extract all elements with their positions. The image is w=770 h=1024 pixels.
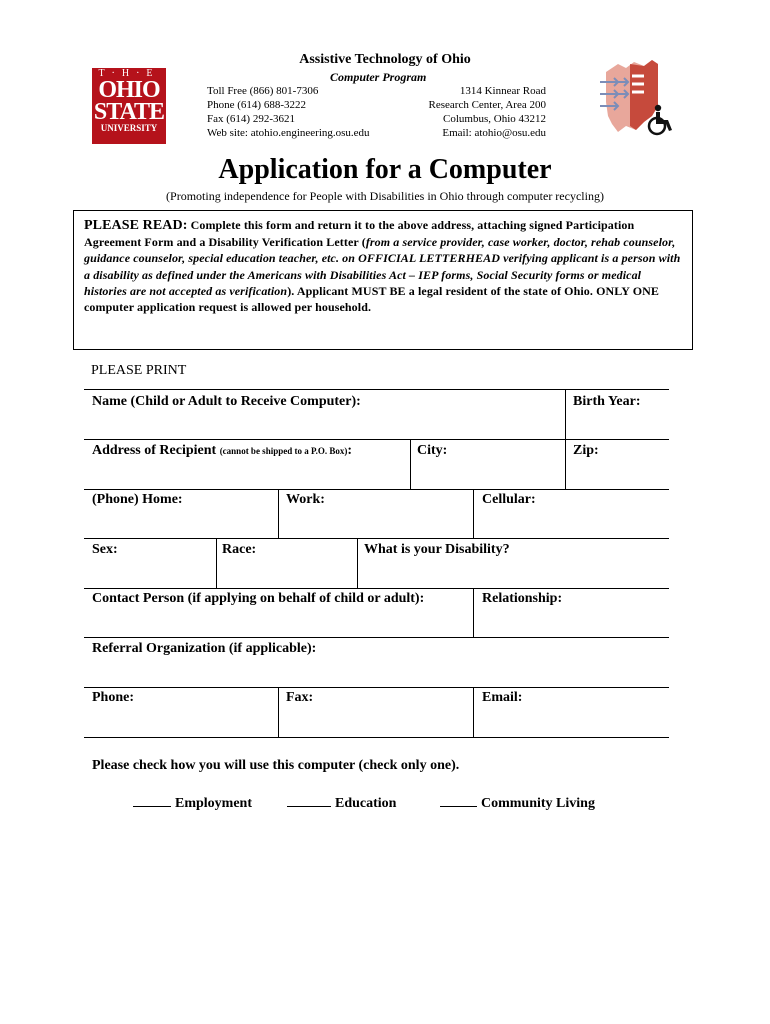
form-rule <box>84 687 669 688</box>
form-divider <box>278 489 279 538</box>
logo-university: UNIVERSITY <box>100 123 158 133</box>
ohio-map-wheelchair-icon <box>596 56 678 138</box>
fax-number: Fax (614) 292-3621 <box>207 113 295 125</box>
race-field[interactable]: Race: <box>222 542 257 557</box>
logo-state: STATE <box>93 99 165 125</box>
option-community-living[interactable] <box>440 793 595 812</box>
notice-text-2: ). Applicant MUST BE a legal resident of the state of Ohio. ONLY ONE computer application request is allowed per household. <box>84 283 660 315</box>
building-address: Research Center, Area 200 <box>428 99 546 111</box>
work-phone-field[interactable]: Work: <box>286 492 325 507</box>
website: Web site: atohio.engineering.osu.edu <box>207 127 370 139</box>
form-divider <box>473 687 474 737</box>
checkbox-blank-community-living[interactable] <box>440 793 477 807</box>
form-rule <box>84 637 669 638</box>
option-employment-label: Employment <box>175 796 252 811</box>
city-address: Columbus, Ohio 43212 <box>443 113 546 125</box>
referral-fax-field[interactable]: Fax: <box>286 690 314 705</box>
checkbox-blank-education[interactable] <box>287 793 331 807</box>
address-label: Address of Recipient <box>92 443 217 458</box>
form-rule <box>84 538 669 539</box>
program-name: Computer Program <box>330 70 427 84</box>
city-field[interactable]: City: <box>417 443 448 458</box>
option-education-label: Education <box>335 796 397 811</box>
email-address: Email: atohio@osu.edu <box>442 127 546 139</box>
referral-phone-field[interactable]: Phone: <box>92 690 134 705</box>
address-colon: : <box>347 443 353 458</box>
form-divider <box>357 538 358 588</box>
usage-question: Please check how you will use this computer (check only one). <box>92 758 460 773</box>
relationship-field[interactable]: Relationship: <box>482 591 563 606</box>
sex-field[interactable]: Sex: <box>92 542 118 557</box>
form-rule <box>84 737 669 738</box>
form-divider <box>473 489 474 538</box>
option-employment[interactable] <box>133 793 252 812</box>
form-divider <box>278 687 279 737</box>
logo-the: T·H·E <box>98 68 160 79</box>
birth-year-field[interactable]: Birth Year: <box>573 394 641 409</box>
phone-number: Phone (614) 688-3222 <box>207 99 306 111</box>
form-divider <box>473 588 474 637</box>
address-note: (cannot be shipped to a P.O. Box) <box>219 446 348 456</box>
form-rule <box>84 489 669 490</box>
form-divider <box>410 439 411 489</box>
osu-logo <box>92 68 166 144</box>
disability-field[interactable]: What is your Disability? <box>364 542 510 557</box>
instructions-notice <box>73 210 693 350</box>
referral-organization-field[interactable]: Referral Organization (if applicable): <box>92 641 317 656</box>
page-title: Application for a Computer <box>218 154 552 185</box>
home-phone-field[interactable]: (Phone) Home: <box>92 492 183 507</box>
referral-email-field[interactable]: Email: <box>482 690 523 705</box>
checkbox-blank-employment[interactable] <box>133 793 171 807</box>
zip-field[interactable]: Zip: <box>573 443 599 458</box>
name-field[interactable]: Name (Child or Adult to Receive Computer): <box>92 394 361 409</box>
form-rule <box>84 588 669 589</box>
address-field[interactable] <box>92 443 352 459</box>
notice-lead: PLEASE READ: <box>84 218 188 233</box>
form-divider <box>216 538 217 588</box>
form-rule <box>84 389 669 390</box>
page-subtitle: (Promoting independence for People with Disabilities in Ohio through computer recycling) <box>166 189 604 203</box>
cellular-field[interactable]: Cellular: <box>482 492 536 507</box>
contact-right <box>380 84 546 140</box>
form-divider <box>565 389 566 489</box>
please-print-label: PLEASE PRINT <box>91 363 187 378</box>
option-education[interactable] <box>287 793 396 812</box>
street-address: 1314 Kinnear Road <box>459 85 546 97</box>
notice-text-italic: from a service provider, case worker, doctor, rehab counselor, guidance counselor, special education teacher, etc. on OFFICIAL LETTERHEAD verifying applicant is a person with a disability as defined under the Americans with Disabilities Act – IEP forms, Social Security forms or medical histories are not accepted as verification <box>84 235 681 298</box>
contact-left <box>207 84 370 140</box>
toll-free-number: Toll Free (866) 801-7306 <box>207 85 319 97</box>
form-rule <box>84 439 669 440</box>
org-name: Assistive Technology of Ohio <box>299 52 471 67</box>
contact-person-field[interactable]: Contact Person (if applying on behalf of child or adult): <box>92 591 425 606</box>
notice-text-1: Complete this form and return it to the above address, attaching signed Participation Agreement Form and a Disability Verification Letter ( <box>84 218 635 250</box>
logo-ohio: OHIO <box>98 77 160 103</box>
option-community-living-label: Community Living <box>481 796 595 811</box>
